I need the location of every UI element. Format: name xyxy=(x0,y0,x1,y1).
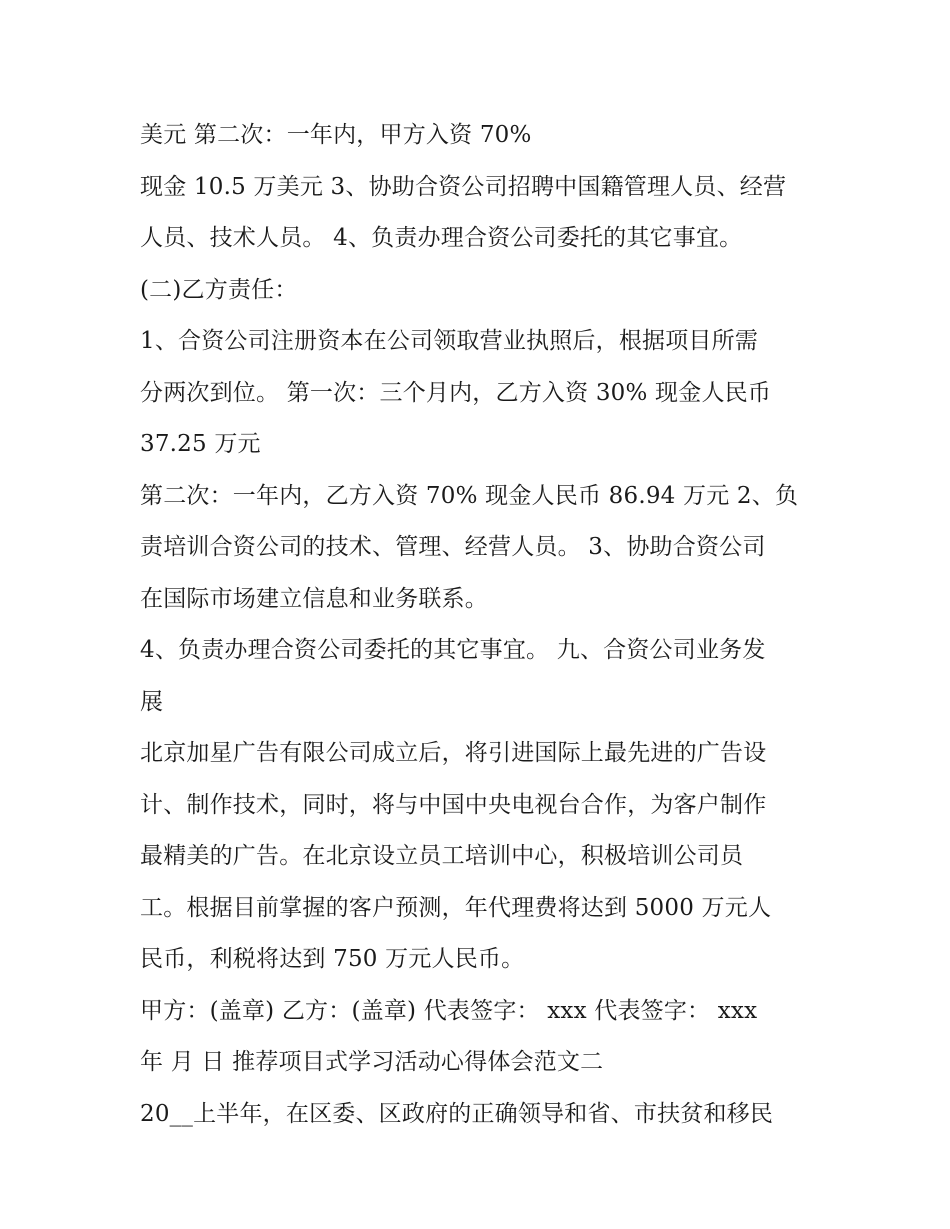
text-line: 美元 第二次：一年内，甲方入资 70% xyxy=(140,122,532,148)
text-line: 20__上半年，在区委、区政府的正确领导和省、市扶贫和移民 xyxy=(140,1100,774,1127)
section-heading: (二)乙方责任： xyxy=(140,276,298,303)
text-line: 分两次到位。 第一次：三个月内，乙方入资 30% 现金人民币 xyxy=(140,379,772,406)
text-line: 北京加星广告有限公司成立后，将引进国际上最先进的广告设 xyxy=(140,740,767,766)
text-line: 计、制作技术，同时，将与中国中央电视台合作，为客户制作 xyxy=(140,791,767,818)
text-line: 第二次：一年内，乙方入资 70% 现金人民币 86.94 万元 2、负 xyxy=(140,482,799,509)
text-line: 37.25 万元 xyxy=(140,431,261,457)
text-line: 1、合资公司注册资本在公司领取营业执照后，根据项目所需 xyxy=(140,328,759,354)
text-line: 4、负责办理合资公司委托的其它事宜。 九、合资公司业务发 xyxy=(140,637,766,663)
text-line: 最精美的广告。在北京设立员工培训中心，积极培训公司员 xyxy=(140,843,744,869)
text-line: 在国际市场建立信息和业务联系。 xyxy=(140,585,488,612)
text-line: 民币，利税将达到 750 万元人民币。 xyxy=(140,946,525,972)
date-line: 年 月 日 推荐项目式学习活动心得体会范文二 xyxy=(140,1049,604,1075)
text-line: 现金 10.5 万美元 3、协助合资公司招聘中国籍管理人员、经营 xyxy=(140,173,787,200)
document-body xyxy=(140,110,820,1140)
text-line: 人员、技术人员。 4、负责办理合资公司委托的其它事宜。 xyxy=(140,225,743,251)
text-line: 工。根据目前掌握的客户预测，年代理费将达到 5000 万元人 xyxy=(140,894,772,921)
signature-line: 甲方：(盖章) 乙方：(盖章) 代表签字： xxx 代表签字： xxx xyxy=(140,997,758,1024)
text-line: 责培训合资公司的技术、管理、经营人员。 3、协助合资公司 xyxy=(140,534,766,560)
text-line: 展 xyxy=(140,688,164,715)
